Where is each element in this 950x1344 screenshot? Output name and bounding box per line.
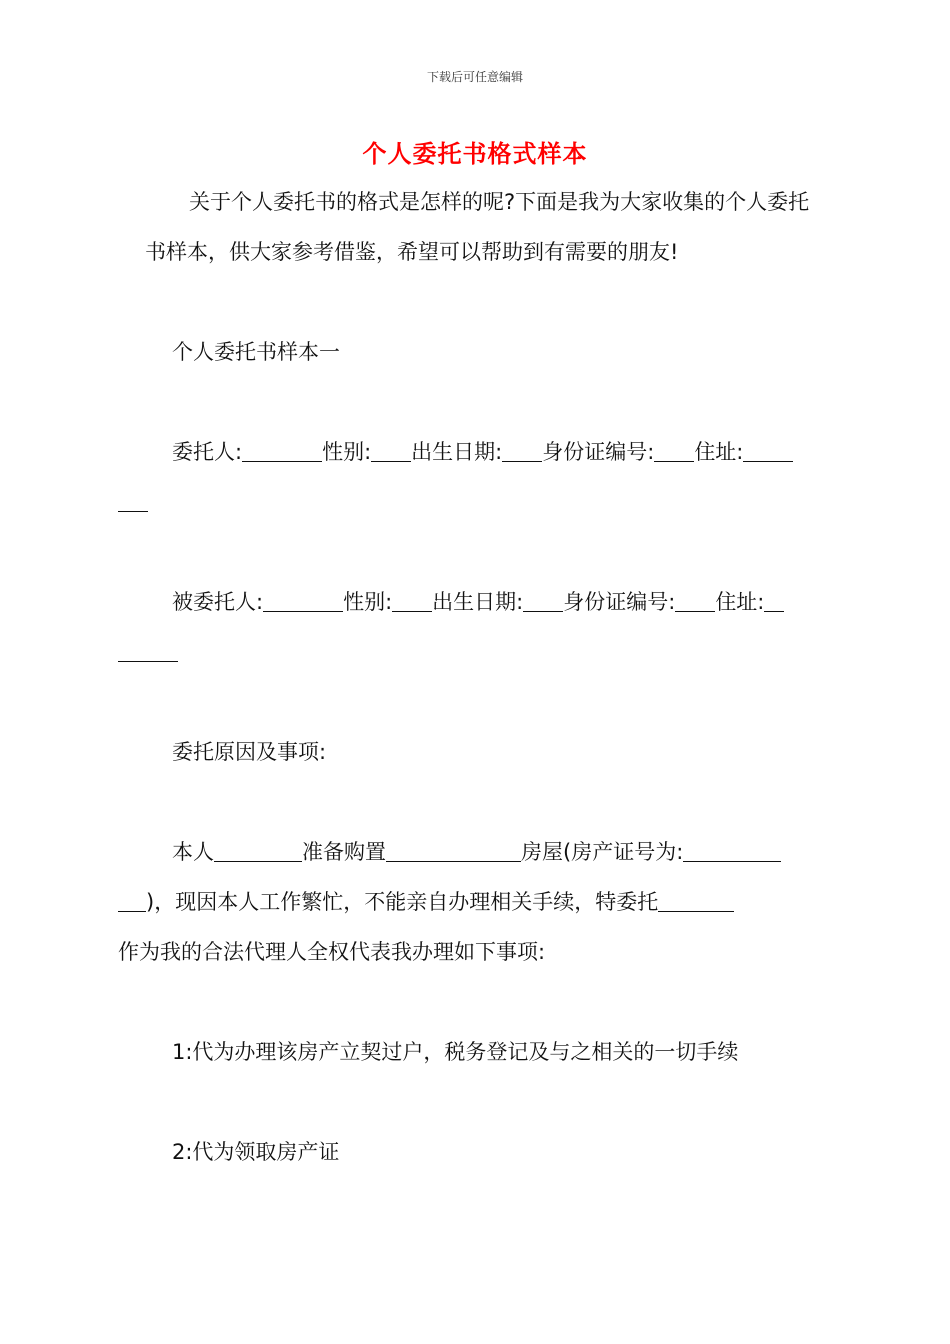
address-label: 住址: xyxy=(694,440,744,464)
matters-label: 委托原因及事项: xyxy=(172,740,327,764)
blank-field xyxy=(118,640,178,662)
birth-label: 出生日期: xyxy=(432,590,524,614)
blank-field xyxy=(658,890,734,912)
intro-paragraph: 关于个人委托书的格式是怎样的呢?下面是我为大家收集的个人委托书样本，供大家参考借鉴，希望可以帮助到有需要的朋友! xyxy=(145,190,810,264)
blank-field xyxy=(523,590,563,612)
section-title: 个人委托书样本一 xyxy=(172,340,340,364)
blank-field xyxy=(242,440,322,462)
blank-field xyxy=(764,590,784,612)
gender-label: 性别: xyxy=(343,590,393,614)
id-label: 身份证编号: xyxy=(542,440,655,464)
document-title: 个人委托书格式样本 xyxy=(362,140,588,168)
blank-field xyxy=(263,590,343,612)
blank-field xyxy=(386,840,521,862)
list-item: 2:代为领取房产证 xyxy=(172,1140,340,1164)
header-note: 下载后可任意编辑 xyxy=(426,70,523,84)
gender-label: 性别: xyxy=(322,440,372,464)
blank-field xyxy=(118,890,146,912)
principal-line xyxy=(145,427,810,527)
blank-field xyxy=(214,840,302,862)
matters-text: 房屋(房产证号为: xyxy=(521,840,684,864)
blank-field xyxy=(675,590,715,612)
blank-field xyxy=(743,440,793,462)
agent-line xyxy=(145,577,810,677)
matters-text: 本人 xyxy=(172,840,214,864)
blank-field xyxy=(392,590,432,612)
document-body xyxy=(118,177,810,1177)
id-label: 身份证编号: xyxy=(563,590,676,614)
address-label: 住址: xyxy=(715,590,765,614)
matters-text: 准备购置 xyxy=(302,840,386,864)
blank-field xyxy=(683,840,781,862)
blank-field xyxy=(118,490,148,512)
matters-text: )，现因本人工作繁忙，不能亲自办理相关手续，特委托 xyxy=(146,890,659,914)
blank-field xyxy=(654,440,694,462)
blank-field xyxy=(371,440,411,462)
agent-label: 被委托人: xyxy=(172,590,264,614)
principal-label: 委托人: xyxy=(172,440,243,464)
birth-label: 出生日期: xyxy=(411,440,503,464)
matters-text: 作为我的合法代理人全权代表我办理如下事项: xyxy=(118,940,546,964)
matters-paragraph xyxy=(118,827,810,977)
list-item: 1:代为办理该房产立契过户，税务登记及与之相关的一切手续 xyxy=(172,1040,739,1064)
blank-field xyxy=(502,440,542,462)
